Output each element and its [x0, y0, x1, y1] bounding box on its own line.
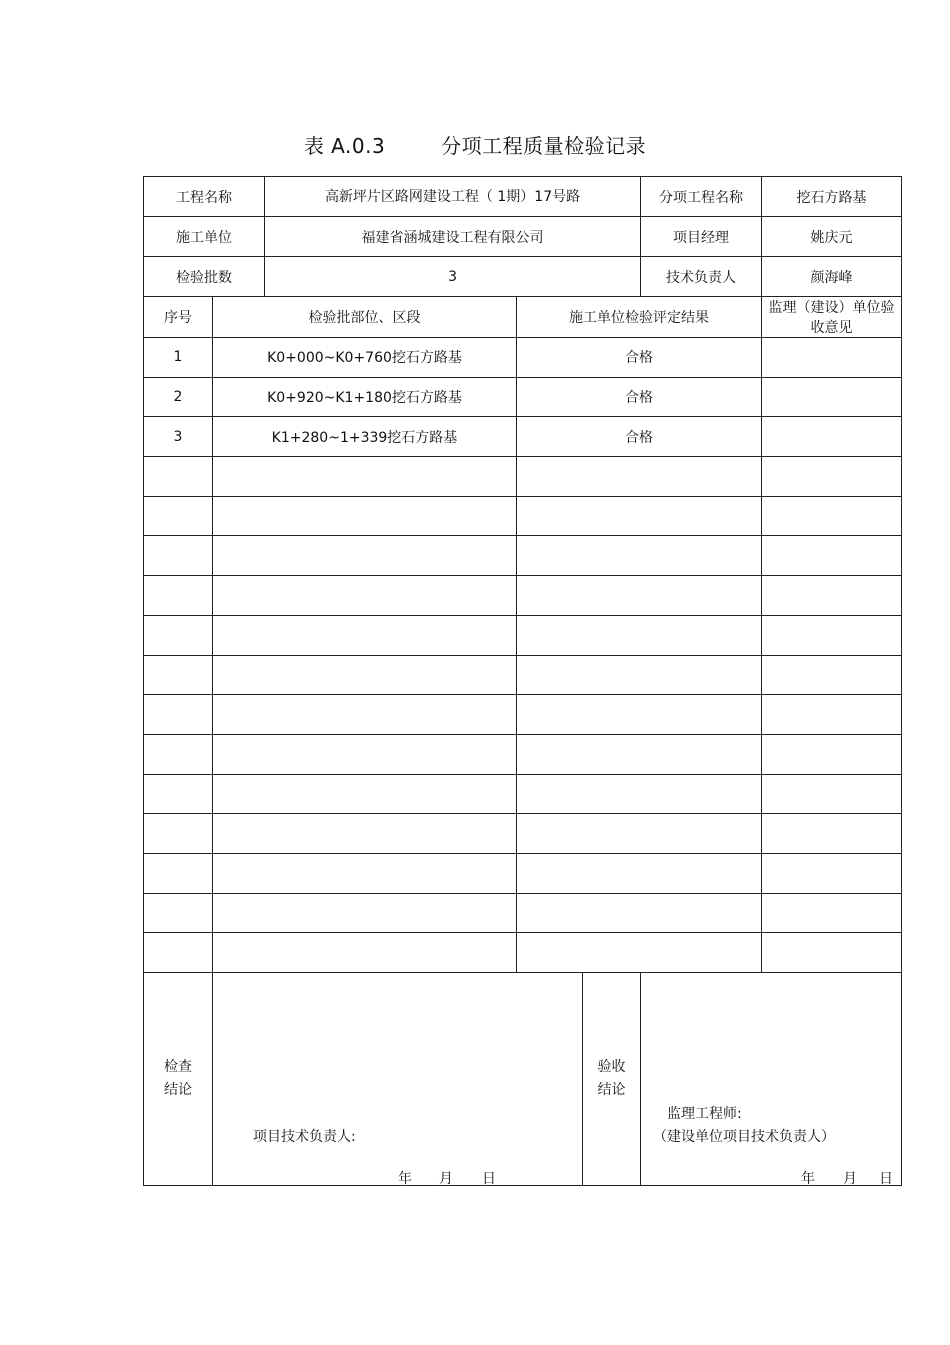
header-row-project: [144, 177, 902, 217]
table-row: [144, 734, 902, 774]
supervisor-label: 监理工程师:: [667, 1106, 742, 1122]
check-month: 月: [439, 1171, 453, 1186]
batch-count-value: 3: [265, 257, 641, 297]
row-result: [517, 774, 762, 814]
row-seq: [144, 615, 213, 655]
page-title: [0, 130, 950, 159]
row-result: [517, 853, 762, 893]
row-opinion: [762, 734, 902, 774]
row-opinion: [762, 457, 902, 497]
accept-day: 日: [879, 1171, 894, 1186]
check-label-line-1: 检查: [164, 1059, 192, 1075]
col-header-supervisor-opinion: 监理（建设）单位验收意见: [762, 297, 902, 338]
row-location: [213, 536, 517, 576]
row-result: [517, 576, 762, 616]
check-day: 日: [482, 1171, 496, 1186]
row-location: [213, 774, 517, 814]
row-location: [213, 734, 517, 774]
batch-count-label: 检验批数: [144, 257, 265, 297]
acceptance-conclusion-area: [641, 973, 902, 1186]
row-seq: 3: [144, 417, 213, 457]
row-opinion: [762, 615, 902, 655]
table-row: [144, 655, 902, 695]
row-seq: [144, 774, 213, 814]
row-location: K1+280~1+339挖石方路基: [213, 417, 517, 457]
row-result: [517, 734, 762, 774]
row-result: [517, 536, 762, 576]
accept-label-line-1: 验收: [597, 1059, 626, 1075]
row-result: 合格: [517, 377, 762, 417]
row-seq: [144, 655, 213, 695]
col-header-seq: 序号: [144, 297, 213, 338]
row-seq: [144, 893, 213, 933]
table-row: [144, 536, 902, 576]
inspection-record-table: [143, 176, 902, 1186]
row-result: [517, 457, 762, 497]
row-seq: 2: [144, 377, 213, 417]
row-opinion: [762, 814, 902, 854]
row-location: [213, 893, 517, 933]
col-header-contractor-result: 施工单位检验评定结果: [517, 297, 762, 338]
conclusion-row: [144, 973, 902, 1186]
contractor-label: 施工单位: [144, 217, 265, 257]
row-seq: [144, 457, 213, 497]
owner-tech-lead-label: （建设单位项目技术负责人）: [653, 1129, 836, 1145]
contractor-value: 福建省涵城建设工程有限公司: [265, 217, 641, 257]
sub-project-label: 分项工程名称: [641, 177, 762, 217]
tech-lead-value: 颜海峰: [762, 257, 902, 297]
row-result: [517, 496, 762, 536]
row-opinion: [762, 933, 902, 973]
table-row: [144, 338, 902, 378]
row-result: [517, 655, 762, 695]
accept-month: 月: [843, 1171, 858, 1186]
row-seq: [144, 734, 213, 774]
check-label-line-2: 结论: [164, 1082, 192, 1098]
table-row: [144, 377, 902, 417]
row-opinion: [762, 536, 902, 576]
row-result: [517, 695, 762, 735]
table-row: [144, 457, 902, 497]
row-seq: [144, 496, 213, 536]
project-tech-lead-label: 项目技术负责人:: [253, 1129, 356, 1145]
row-result: [517, 615, 762, 655]
row-seq: [144, 933, 213, 973]
row-seq: [144, 695, 213, 735]
project-name-value: 高新坪片区路网建设工程（ 1期）17号路: [265, 177, 641, 217]
row-location: [213, 457, 517, 497]
row-location: K0+920~K1+180挖石方路基: [213, 377, 517, 417]
row-opinion: [762, 338, 902, 378]
table-row: [144, 417, 902, 457]
sub-project-value: 挖石方路基: [762, 177, 902, 217]
row-location: [213, 655, 517, 695]
table-row: [144, 853, 902, 893]
row-location: [213, 853, 517, 893]
row-result: 合格: [517, 417, 762, 457]
row-opinion: [762, 853, 902, 893]
row-result: [517, 893, 762, 933]
table-row: [144, 933, 902, 973]
row-opinion: [762, 695, 902, 735]
row-opinion: [762, 893, 902, 933]
row-seq: 1: [144, 338, 213, 378]
row-opinion: [762, 655, 902, 695]
row-seq: [144, 814, 213, 854]
table-row: [144, 496, 902, 536]
row-location: K0+000~K0+760挖石方路基: [213, 338, 517, 378]
row-result: [517, 814, 762, 854]
row-location: [213, 695, 517, 735]
table-row: [144, 576, 902, 616]
row-location: [213, 496, 517, 536]
column-header-row: [144, 297, 902, 338]
table-row: [144, 615, 902, 655]
row-location: [213, 814, 517, 854]
check-conclusion-label: [144, 973, 213, 1186]
table-row: [144, 893, 902, 933]
header-row-contractor: [144, 217, 902, 257]
row-location: [213, 933, 517, 973]
table-row: [144, 814, 902, 854]
row-opinion: [762, 377, 902, 417]
row-seq: [144, 536, 213, 576]
acceptance-conclusion-label: [583, 973, 641, 1186]
col-header-location: 检验批部位、区段: [213, 297, 517, 338]
form-code: 表 A.0.3: [303, 134, 386, 158]
row-location: [213, 615, 517, 655]
row-opinion: [762, 417, 902, 457]
table-row: [144, 695, 902, 735]
row-opinion: [762, 496, 902, 536]
check-year: 年: [398, 1171, 412, 1186]
header-row-batch: [144, 257, 902, 297]
manager-label: 项目经理: [641, 217, 762, 257]
row-seq: [144, 853, 213, 893]
row-result: 合格: [517, 338, 762, 378]
row-location: [213, 576, 517, 616]
project-name-label: 工程名称: [144, 177, 265, 217]
accept-year: 年: [801, 1171, 816, 1186]
row-opinion: [762, 774, 902, 814]
check-conclusion-area: [213, 973, 583, 1186]
row-seq: [144, 576, 213, 616]
accept-label-line-2: 结论: [597, 1082, 626, 1098]
table-row: [144, 774, 902, 814]
row-result: [517, 933, 762, 973]
manager-value: 姚庆元: [762, 217, 902, 257]
tech-lead-label: 技术负责人: [641, 257, 762, 297]
form-name: 分项工程质量检验记录: [441, 134, 647, 158]
row-opinion: [762, 576, 902, 616]
